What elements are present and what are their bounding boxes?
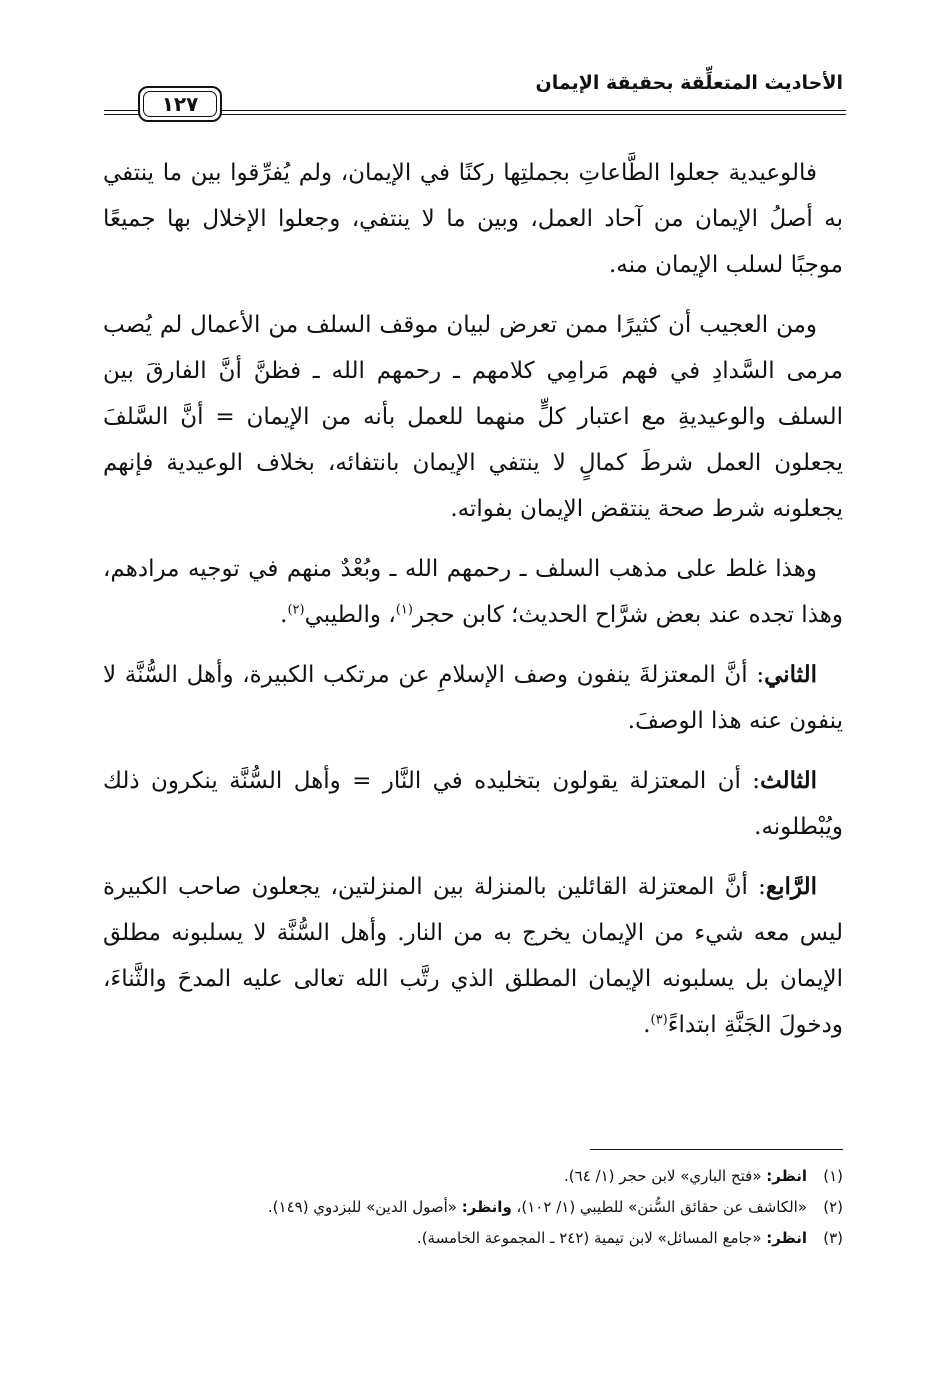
paragraph-4-text: : أنَّ المعتزلةَ ينفون وصف الإسلامِ عن مرتكب الكبيرة، وأهل السُّنَّة لا ينفون عنه هذا الوصفَ. xyxy=(103,662,843,734)
paragraph-2: ومن العجيب أن كثيرًا ممن تعرض لبيان موقف السلف من الأعمال لم يُصب مرمى السَّدادِ في فهم مَرامِي كلامهم ـ رحمهم الله ـ فظنَّ أنَّ الفارقَ بين السلف والوعيديةِ مع اعتبار كلٍّ منهما للعمل بأنه من الإيمان = أنَّ السَّلفَ يجعلون العمل شرطَ كمالٍ لا ينتفي الإيمان بانتفائه، بخلاف الوعيدية فإنهم يجعلونه شرط صحة ينتقض الإيمان بفواته. xyxy=(103,312,843,522)
footnote-citation-2: «أصول الدين» للبزدوي (١٤٩). xyxy=(267,1198,462,1216)
footnote-3 xyxy=(103,1224,843,1252)
footnote-number: (١) xyxy=(823,1167,843,1185)
paragraph-6 xyxy=(103,864,843,1048)
footnote-see: وانظر: xyxy=(461,1198,512,1216)
page-number-frame xyxy=(138,86,222,122)
footnote-citation: «الكاشف عن حقائق السُّنن» للطيبي (١/ ١٠٢)، xyxy=(511,1198,807,1216)
paragraph-3 xyxy=(103,546,843,638)
point-label-third: الثالث xyxy=(760,767,817,794)
footnote-citation: «جامع المسائل» لابن تيمية (٢٤٢ ـ المجموعة الخامسة). xyxy=(416,1229,767,1247)
point-label-second: الثاني xyxy=(764,661,817,688)
paragraph-3-end: . xyxy=(280,602,288,628)
footnote-number: (٢) xyxy=(823,1198,843,1216)
footnote-2 xyxy=(103,1193,843,1221)
paragraph-4 xyxy=(103,652,843,744)
footnote-1 xyxy=(103,1162,843,1190)
footnote-separator xyxy=(590,1149,843,1150)
footnote-ref-2[interactable]: (٢) xyxy=(287,602,305,618)
footnote-see: انظر: xyxy=(766,1167,807,1185)
footnote-ref-3[interactable]: (٣) xyxy=(650,1012,668,1028)
point-label-fourth: الرَّابع xyxy=(765,873,817,900)
paragraph-1: فالوعيدية جعلوا الطَّاعاتِ بجملتِها ركنًا في الإيمان، ولم يُفرِّقوا بين ما ينتفي به أصلُ الإيمان من آحاد العمل، وبين ما لا ينتفي، وجعلوا الإخلال بها جميعًا موجبًا لسلب الإيمان منه. xyxy=(103,160,843,278)
footnote-ref-1[interactable]: (١) xyxy=(395,602,413,618)
main-text xyxy=(103,150,843,1062)
footnote-text xyxy=(103,1193,807,1221)
paragraph-3-text: وهذا غلط على مذهب السلف ـ رحمهم الله ـ وبُعْدٌ منهم في توجيه مرادهم، وهذا تجده عند بعض شرَّاح الحديث؛ كابن حجر xyxy=(103,556,843,628)
running-title: الأحاديث المتعلِّقة بحقيقة الإيمان xyxy=(535,72,843,94)
paragraph-6-text: : أنَّ المعتزلة القائلين بالمنزلة بين المنزلتين، يجعلون صاحب الكبيرة ليس معه شيء من الإيمان يخرج به من النار. وأهل السُّنَّة لا يسلبونه مطلق الإيمان بل يسلبونه الإيمان المطلق الذي رتَّب الله تعالى عليه المدحَ والثَّناءَ، ودخولَ الجَنَّةِ ابتداءً xyxy=(103,874,843,1038)
footnote-text xyxy=(103,1162,807,1190)
paragraph-3-mid: ، والطيبي xyxy=(304,602,396,628)
footnote-text xyxy=(103,1224,807,1252)
paragraph-5 xyxy=(103,758,843,850)
footnotes xyxy=(103,1162,843,1255)
footnote-see: انظر: xyxy=(766,1229,807,1247)
paragraph-5-text: : أن المعتزلة يقولون بتخليده في النَّار = وأهل السُّنَّة ينكرون ذلك ويُبْطلونه. xyxy=(103,768,843,840)
footnote-number: (٣) xyxy=(823,1229,843,1247)
footnote-citation: «فتح الباري» لابن حجر (١/ ٦٤). xyxy=(564,1167,767,1185)
page-number: ١٢٧ xyxy=(143,91,217,117)
paragraph-6-end: . xyxy=(643,1012,651,1038)
